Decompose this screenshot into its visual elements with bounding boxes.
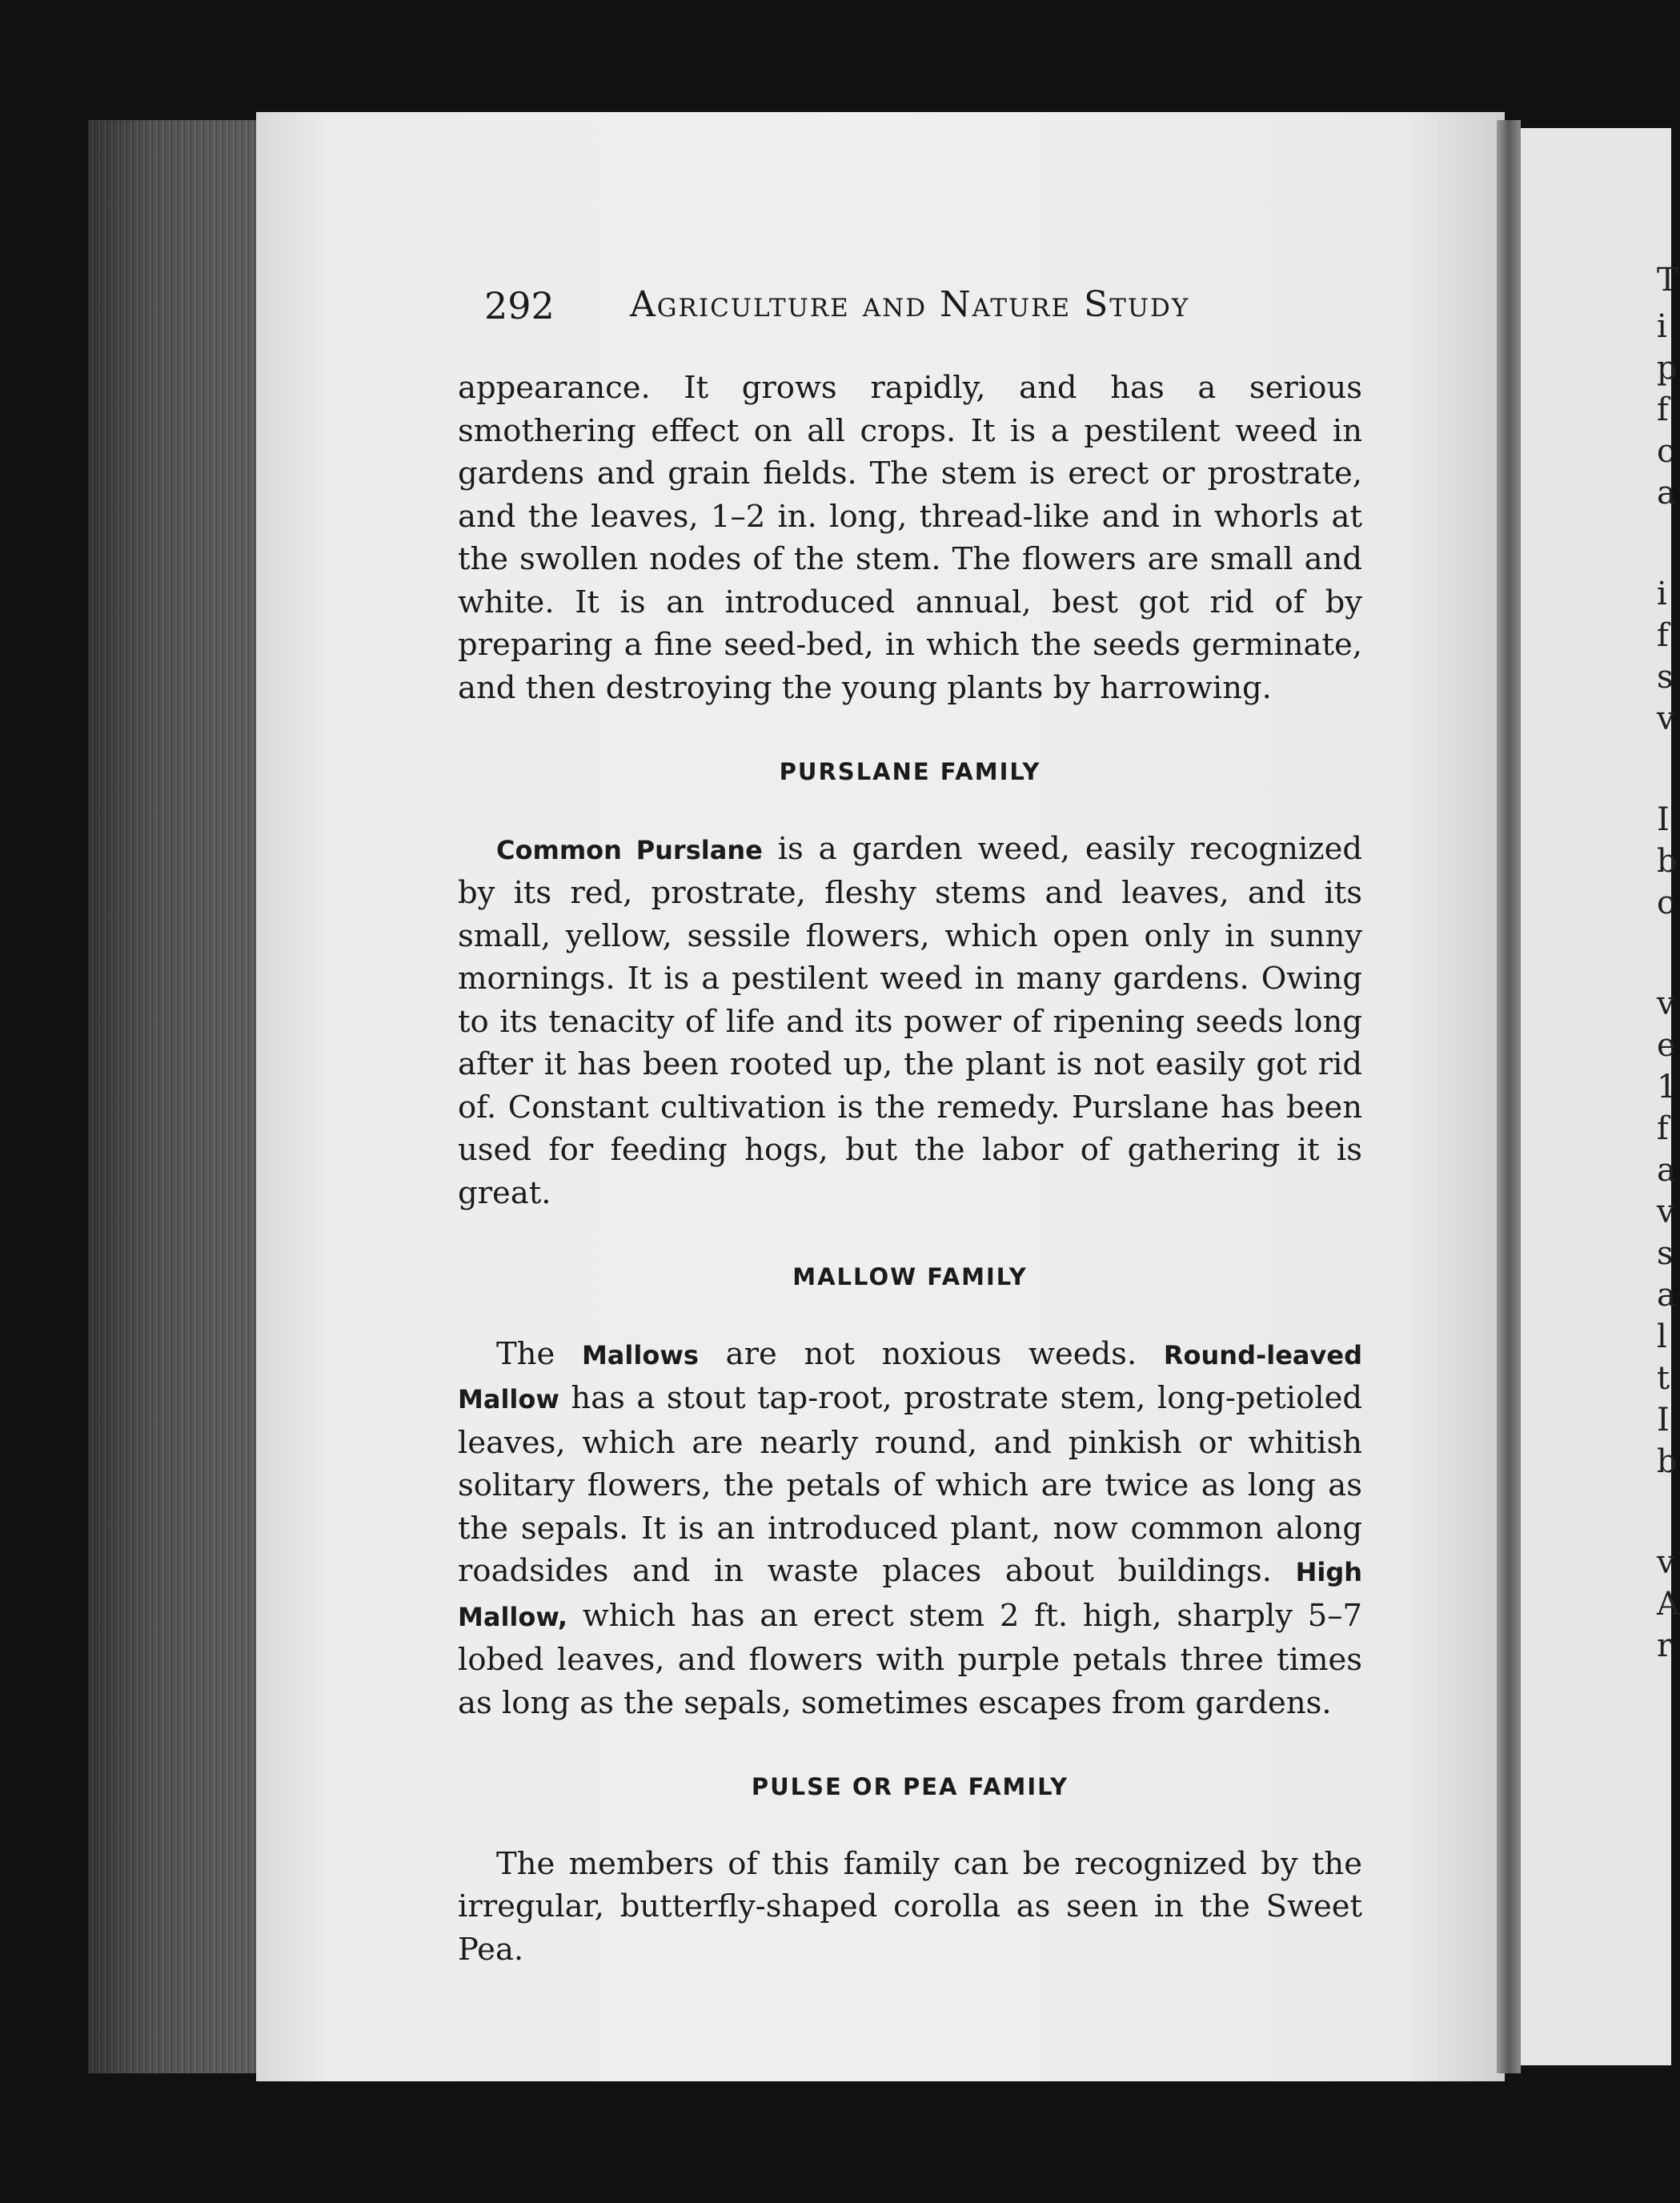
section-heading-mallow: MALLOW FAMILY xyxy=(792,1263,1028,1290)
term-high-mallow: High Mallow, xyxy=(458,1557,1362,1632)
running-title: Agriculture and Nature Study xyxy=(630,284,1190,325)
facing-page-letter: f xyxy=(1657,617,1669,654)
section-heading-pulse: PULSE OR PEA FAMILY xyxy=(751,1773,1069,1800)
facing-page-letter: T xyxy=(1657,262,1678,299)
term-common-purslane: Common Purslane xyxy=(496,834,763,865)
facing-page-letter: r xyxy=(1657,1627,1673,1664)
facing-page-letter: v xyxy=(1657,700,1675,737)
term-mallows: Mallows xyxy=(581,1339,699,1370)
facing-page-letter: c xyxy=(1657,885,1675,921)
facing-page-letter: a xyxy=(1657,475,1676,512)
facing-page-letter: 1 xyxy=(1657,1069,1678,1106)
facing-page-letter: s xyxy=(1657,659,1674,696)
facing-page-letter: b xyxy=(1657,843,1678,880)
facing-page-letter: A xyxy=(1657,1586,1680,1623)
facing-page-letter: a xyxy=(1657,1277,1676,1314)
mallow-text-3: which has an erect stem 2 ft. high, sharply 5–7 lobed leaves, and flowers with purple petals three times as long as the sepals, sometimes escapes from gardens. xyxy=(458,1597,1362,1721)
facing-page-letter: I xyxy=(1657,1402,1670,1439)
facing-page-letter: p xyxy=(1657,350,1678,387)
page-header xyxy=(484,284,1229,340)
mallow-lead: The xyxy=(496,1335,582,1372)
facing-page-letter: l xyxy=(1657,1318,1667,1355)
page-body xyxy=(458,367,1362,1971)
facing-page-letter: f xyxy=(1657,391,1669,428)
facing-page-letter: s xyxy=(1657,1235,1674,1272)
facing-page-letter: v xyxy=(1657,1194,1675,1230)
facing-page xyxy=(1521,128,1680,2065)
facing-page-letter: i xyxy=(1657,308,1667,345)
page-number: 292 xyxy=(484,284,555,327)
pulse-paragraph: The members of this family can be recognized by the irregular, butterfly-shaped corolla as seen in the Sweet Pea. xyxy=(458,1845,1362,1968)
facing-page-letter: v xyxy=(1657,985,1675,1022)
facing-page-letter: e xyxy=(1657,1027,1676,1064)
facing-page-letter: a xyxy=(1657,1152,1676,1189)
facing-page-letter: c xyxy=(1657,433,1675,470)
facing-page-letter: v xyxy=(1657,1544,1675,1581)
term-round-leaved-mallow: Round-leaved Mallow xyxy=(458,1339,1362,1414)
mallow-text-1: are not noxious weeds. xyxy=(698,1335,1164,1372)
section-heading-purslane: PURSLANE FAMILY xyxy=(779,758,1041,785)
facing-page-letter: I xyxy=(1657,801,1670,838)
mallow-paragraph xyxy=(458,1333,1362,1725)
mallow-text-2: has a stout tap-root, prostrate stem, long-petioled leaves, which are nearly round, and pinkish or whitish solitary flowers, the petals of which are twice as long as the sepals. It is an introduced plant, now common along roadsides and in waste places about buildings. xyxy=(458,1380,1362,1589)
book-gutter xyxy=(1497,120,1521,2073)
page-edges-shadow xyxy=(88,120,256,2073)
facing-page-letter: b xyxy=(1657,1443,1678,1480)
intro-paragraph: appearance. It grows rapidly, and has a serious smothering effect on all crops. It is a pestilent weed in gardens and grain fields. The stem is erect or prostrate, and the leaves, 1–2 in. long, thread-like and in whorls at the swollen nodes of the stem. The flowers are small and white. It is an introduced annual, best got rid of by preparing a fine seed-bed, in which the seeds germinate, and then destroying the young plants by harrowing. xyxy=(458,370,1362,706)
facing-page-letter: t xyxy=(1657,1360,1670,1397)
purslane-paragraph xyxy=(458,828,1362,1215)
purslane-text: is a garden weed, easily recognized by its red, prostrate, fleshy stems and leaves, and its small, yellow, sessile flowers, which open only in sunny mornings. It is a pestilent weed in many gardens. Owing to its tenacity of life and its power of ripening seeds long after it has been rooted up, the plant is not easily got rid of. Constant cultivation is the remedy. Purslane has been used for feeding hogs, but the labor of gathering it is great. xyxy=(458,830,1362,1211)
facing-page-letter: i xyxy=(1657,576,1667,612)
facing-page-letter: f xyxy=(1657,1110,1669,1147)
